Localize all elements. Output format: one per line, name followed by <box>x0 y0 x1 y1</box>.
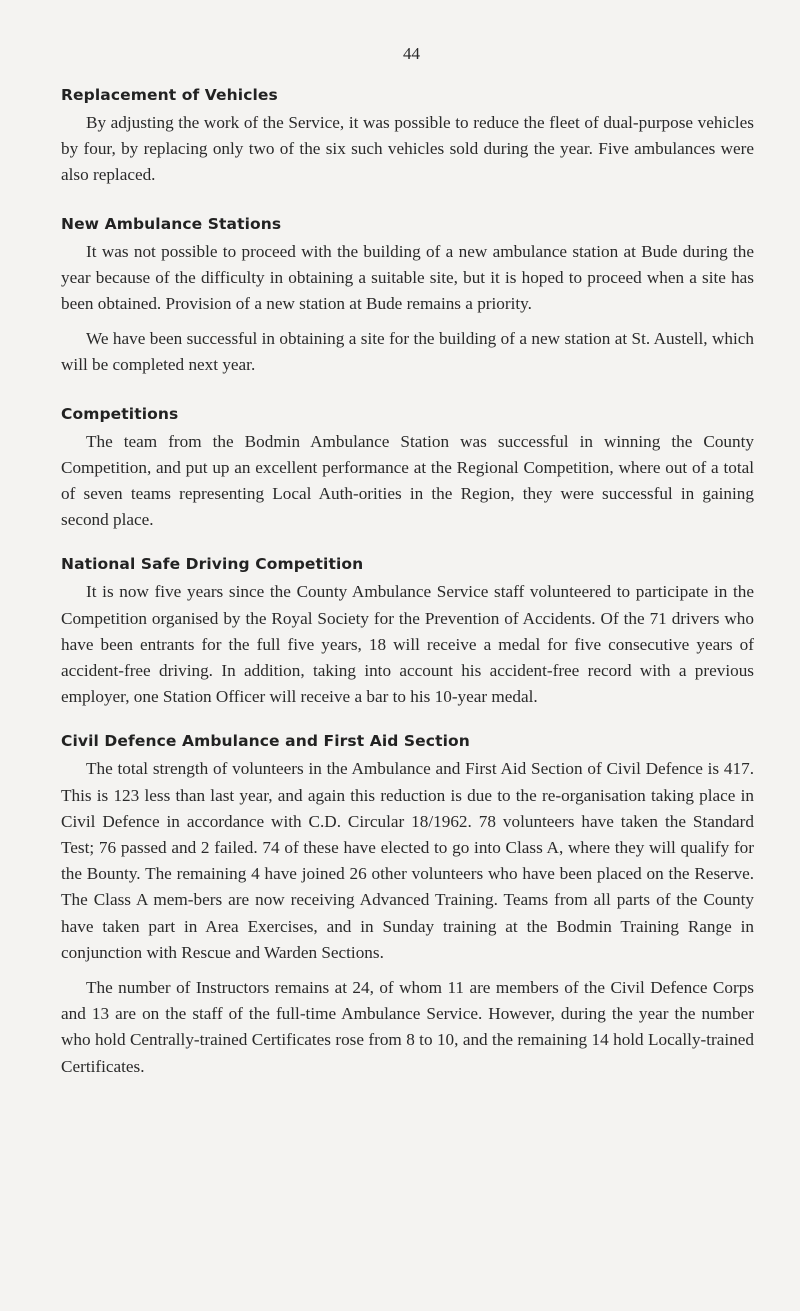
section-new-ambulance-stations <box>61 215 754 379</box>
section-competitions <box>61 405 754 534</box>
paragraph: By adjusting the work of the Service, it was possible to reduce the fleet of dual-purpose vehicles by four, by replacing only two of the six such vehicles sold during the year. Five ambulances were also replaced. <box>61 113 754 185</box>
section-heading: Civil Defence Ambulance and First Aid Section <box>61 732 470 751</box>
section-heading: New Ambulance Stations <box>61 214 282 233</box>
page-number: 44 <box>403 44 420 63</box>
paragraph: The number of Instructors remains at 24, of whom 11 are members of the Civil Defence Corps and 13 are on the staff of the full-time Ambulance Service. However, during the year the number who hold Centrally-trained Certificates rose from 8 to 10, and the remaining 14 hold Locally-trained Certificates. <box>61 978 754 1076</box>
section-heading: Competitions <box>61 404 179 423</box>
section-civil-defence-ambulance <box>61 732 754 1079</box>
section-national-safe-driving-competition <box>61 555 754 710</box>
section-replacement-of-vehicles <box>61 86 754 189</box>
paragraph: It was not possible to proceed with the building of a new ambulance station at Bude during the year because of the difficulty in obtaining a suitable site, but it is hoped to proceed when a site has been obtained. Provision of a new station at Bude remains a priority. <box>61 241 754 314</box>
section-heading: National Safe Driving Competition <box>61 555 364 574</box>
paragraph: It is now five years since the County Ambulance Service staff volunteered to participate in the Competition organised by the Royal Society for the Prevention of Accidents. Of the 71 drivers who have been entrants for the full five years, 18 will receive a medal for five consecutive years of accident-free driving. In addition, taking into account his accident-free record with a previous employer, one Station Officer will receive a bar to his 10-year medal. <box>61 582 754 707</box>
paragraph: The team from the Bodmin Ambulance Station was successful in winning the County Competition, and put up an excellent performance at the Regional Competition, where out of a total of seven teams representing Local Auth-orities in the Region, they were successful in gaining second place. <box>61 431 754 530</box>
paragraph: The total strength of volunteers in the Ambulance and First Aid Section of Civil Defence is 417. This is 123 less than last year, and again this reduction is due to the re-organisation taking place in Civil Defence in accordance with C.D. Circular 18/1962. 78 volunteers have taken the Standard Test; 76 passed and 2 failed. 74 of these have elected to go into Class A, where they will qualify for the Bounty. The remaining 4 have joined 26 other volunteers who have been placed on the Reserve. The Class A mem-bers are now receiving Advanced Training. Teams from all parts of the County have taken part in Area Exercises, and in Sunday training at the Bodmin Training Range in conjunction with Rescue and Warden Sections. <box>61 759 754 962</box>
section-heading: Replacement of Vehicles <box>61 86 278 104</box>
paragraph: We have been successful in obtaining a site for the building of a new station at St. Austell, which will be completed next year. <box>61 329 754 375</box>
